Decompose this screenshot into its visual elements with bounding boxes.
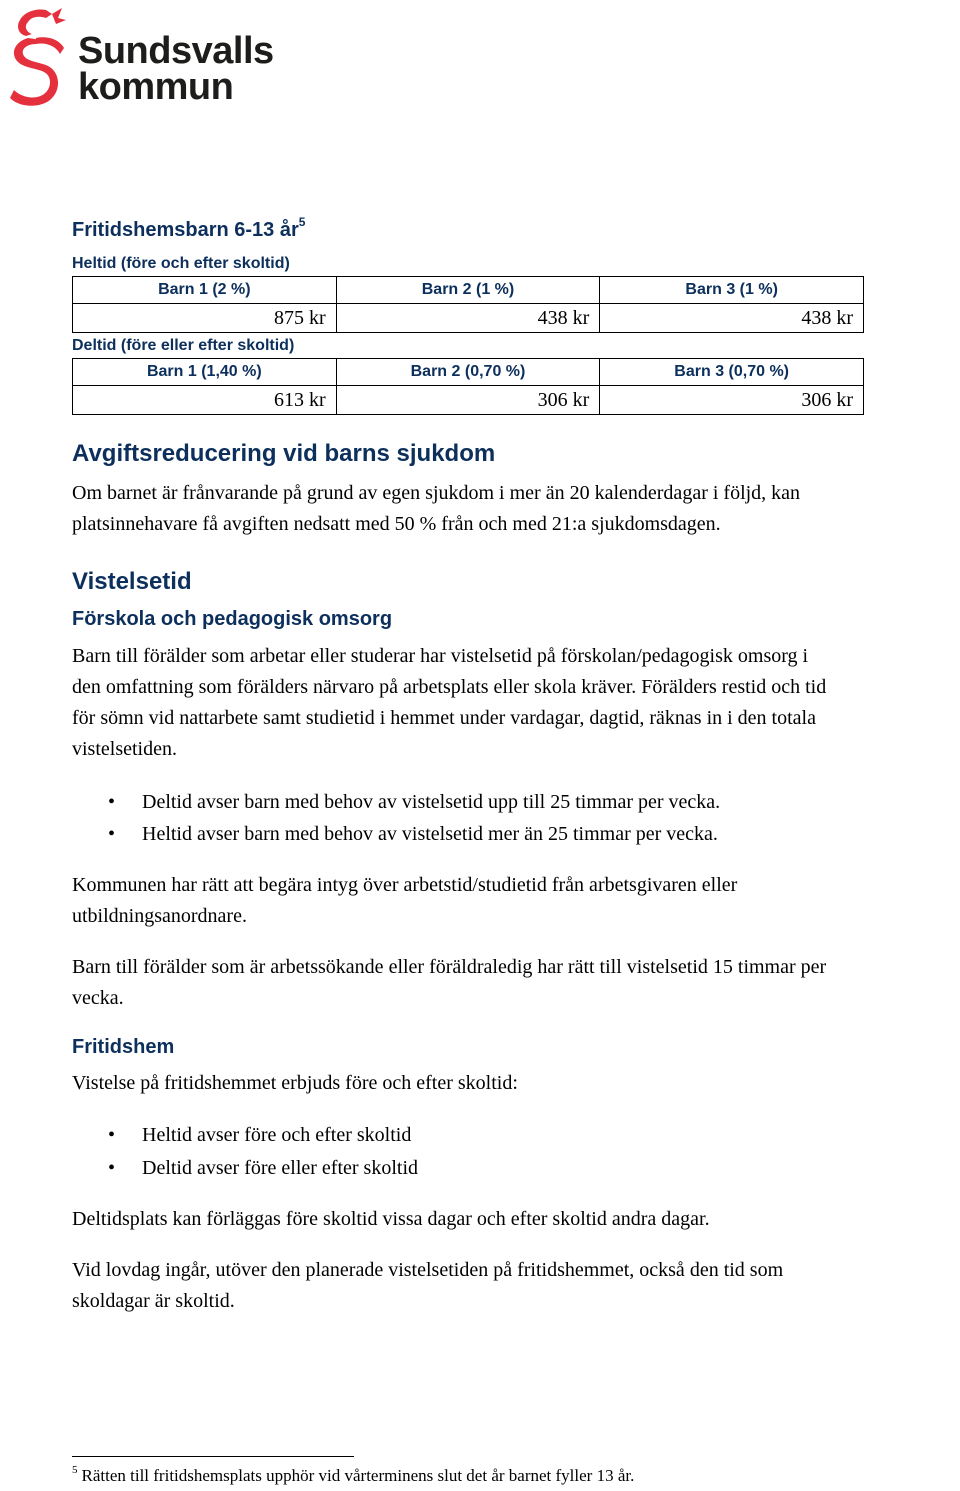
text-line: utbildningsanordnare.: [72, 905, 247, 927]
table-header-cell: Barn 1 (2 %): [73, 277, 337, 304]
fritids-title: [72, 215, 306, 242]
table-header-cell: Barn 1 (1,40 %): [73, 359, 337, 386]
list-item-text: Heltid avser barn med behov av vistelsetid mer än 25 timmar per vecka.: [142, 823, 718, 845]
table-cell: 875 kr: [73, 304, 337, 333]
list-item-text: Deltid avser före eller efter skoltid: [142, 1157, 418, 1179]
list-item-text: Heltid avser före och efter skoltid: [142, 1124, 412, 1146]
fritidshem-intro: Vistelse på fritidshemmet erbjuds före och efter skoltid:: [72, 1072, 518, 1094]
table-cell: 613 kr: [73, 386, 337, 415]
table-cell: 438 kr: [336, 304, 600, 333]
fritids-title-text: Fritidshemsbarn 6-13 år: [72, 219, 299, 241]
bullet-icon: •: [108, 823, 116, 845]
heltid-fee-table: [72, 276, 864, 333]
table-header-cell: Barn 2 (0,70 %): [336, 359, 600, 386]
text-line: för sömn vid nattarbete samt studietid i hemmet under vardagar, dagtid, räknas in i den totala: [72, 707, 816, 729]
text-line: Barn till förälder som är arbetssökande eller föräldraledig har rätt till vistelsetid 15 timmar per: [72, 956, 827, 978]
bullet-icon: •: [108, 791, 116, 813]
vistelsetid-heading: Vistelsetid: [72, 568, 192, 595]
vistelsetid-paragraph-1: [72, 641, 960, 765]
text-line: Vid lovdag ingår, utöver den planerade vistelsetiden på fritidshemmet, också den tid som: [72, 1259, 784, 1281]
table-row: [73, 304, 864, 333]
bullet-icon: •: [108, 1157, 116, 1179]
table-header-row: [73, 277, 864, 304]
text-line: Kommunen har rätt att begära intyg över arbetstid/studietid från arbetsgivaren eller: [72, 874, 738, 896]
table-header-cell: Barn 3 (0,70 %): [600, 359, 864, 386]
deltid-label: Deltid (före eller efter skoltid): [72, 337, 295, 354]
sjukdom-paragraph: [72, 478, 960, 540]
deltidsplats-paragraph: Deltidsplats kan förläggas före skoltid vissa dagar och efter skoltid andra dagar.: [72, 1208, 710, 1230]
heltid-label: Heltid (före och efter skoltid): [72, 255, 290, 272]
table-row: [73, 386, 864, 415]
table-cell: 306 kr: [336, 386, 600, 415]
bullet-icon: •: [108, 1124, 116, 1146]
fritidshem-heading: Fritidshem: [72, 1036, 175, 1058]
logo-line-2: kommun: [78, 66, 234, 108]
text-line: platsinnehavare få avgiften nedsatt med 50 % från och med 21:a sjukdomsdagen.: [72, 513, 721, 535]
sjukdom-heading: Avgiftsreducering vid barns sjukdom: [72, 440, 496, 467]
text-line: den omfattning som förälders närvaro på arbetsplats eller skola kräver. Förälders restid och tid: [72, 676, 827, 698]
table-cell: 438 kr: [600, 304, 864, 333]
footnote-text: Rätten till fritidshemsplats upphör vid vårterminens slut det år barnet fyller 13 år.: [81, 1466, 635, 1485]
logo-line-1: Sundsvalls: [78, 30, 274, 72]
sundsvall-logo: [6, 6, 276, 108]
dragon-emblem-icon: [6, 6, 72, 108]
table-header-cell: Barn 2 (1 %): [336, 277, 600, 304]
text-line: vecka.: [72, 987, 124, 1009]
footnote-divider: [72, 1456, 354, 1457]
forskola-heading: Förskola och pedagogisk omsorg: [72, 608, 393, 630]
deltid-fee-table: [72, 358, 864, 415]
table-header-cell: Barn 3 (1 %): [600, 277, 864, 304]
lovdag-paragraph: [72, 1255, 960, 1317]
text-line: Barn till förälder som arbetar eller studerar har vistelsetid på förskolan/pedagogisk omsorg i: [72, 645, 809, 667]
footnote: [72, 1466, 634, 1486]
vistelsetid-paragraph-3: [72, 952, 960, 1014]
vistelsetid-paragraph-2: [72, 870, 960, 932]
footnote-ref: 5: [298, 215, 306, 229]
footnote-number: 5: [72, 1464, 78, 1476]
table-header-row: [73, 359, 864, 386]
text-line: skoldagar är skoltid.: [72, 1290, 235, 1312]
text-line: vistelsetiden.: [72, 738, 177, 760]
text-line: Om barnet är frånvarande på grund av egen sjukdom i mer än 20 kalenderdagar i följd, kan: [72, 482, 801, 504]
table-cell: 306 kr: [600, 386, 864, 415]
list-item-text: Deltid avser barn med behov av vistelsetid upp till 25 timmar per vecka.: [142, 791, 721, 813]
